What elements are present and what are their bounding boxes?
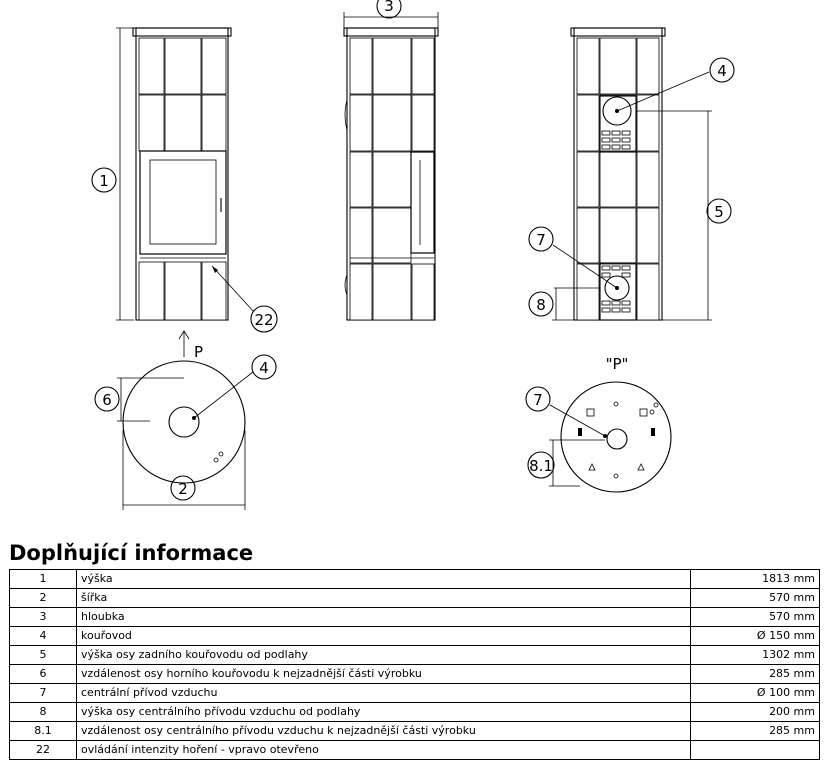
svg-text:4: 4 xyxy=(717,62,727,80)
svg-text:1: 1 xyxy=(99,172,109,190)
callout-side-depth xyxy=(377,0,401,18)
row-description: centrální přívod vzduchu xyxy=(77,684,691,703)
row-value: 200 mm xyxy=(691,703,820,722)
info-heading: Doplňující informace xyxy=(9,541,254,565)
callout-back-flue xyxy=(710,58,734,82)
row-value: 285 mm xyxy=(691,722,820,741)
callout-bottom-title xyxy=(606,355,629,373)
table-row xyxy=(10,627,820,646)
row-value: Ø 100 mm xyxy=(691,684,820,703)
table-row xyxy=(10,684,820,703)
row-number: 4 xyxy=(10,627,77,646)
svg-text:6: 6 xyxy=(102,391,112,409)
front-view xyxy=(116,28,254,357)
row-value: 1813 mm xyxy=(691,570,820,589)
table-row xyxy=(10,589,820,608)
row-number: 8 xyxy=(10,703,77,722)
row-description: hloubka xyxy=(77,608,691,627)
svg-text:7: 7 xyxy=(533,391,543,409)
callout-front-control xyxy=(251,306,277,332)
svg-text:8.1: 8.1 xyxy=(529,457,553,475)
callout-top-distance xyxy=(95,387,119,411)
svg-text:22: 22 xyxy=(254,311,274,329)
row-number: 2 xyxy=(10,589,77,608)
callout-back-flue-height xyxy=(707,199,731,223)
row-number: 22 xyxy=(10,741,77,760)
table-row xyxy=(10,741,820,760)
row-number: 1 xyxy=(10,570,77,589)
row-description: výška osy centrálního přívodu vzduchu od podlahy xyxy=(77,703,691,722)
table-row xyxy=(10,608,820,627)
row-number: 6 xyxy=(10,665,77,684)
svg-text:"P": "P" xyxy=(605,355,629,373)
table-row xyxy=(10,703,820,722)
svg-text:5: 5 xyxy=(714,203,724,221)
callout-front-height xyxy=(92,168,116,192)
row-value: 570 mm xyxy=(691,589,820,608)
svg-text:8: 8 xyxy=(536,296,546,314)
row-description: vzdálenost osy horního kouřovodu k nejzadnější části výrobku xyxy=(77,665,691,684)
row-description: výška xyxy=(77,570,691,589)
row-number: 3 xyxy=(10,608,77,627)
table-row xyxy=(10,665,820,684)
info-table xyxy=(9,569,820,760)
callout-bottom-distance xyxy=(528,452,554,478)
svg-text:4: 4 xyxy=(259,359,269,377)
row-value: 1302 mm xyxy=(691,646,820,665)
callout-back-air-height xyxy=(529,292,553,316)
table-row xyxy=(10,722,820,741)
row-number: 5 xyxy=(10,646,77,665)
row-description: kouřovod xyxy=(77,627,691,646)
row-number: 7 xyxy=(10,684,77,703)
callout-bottom-air xyxy=(526,387,550,411)
row-description: ovládání intenzity hoření - vpravo otevřeno xyxy=(77,741,691,760)
svg-text:3: 3 xyxy=(384,0,394,15)
row-value: Ø 150 mm xyxy=(691,627,820,646)
table-row xyxy=(10,646,820,665)
callout-view-arrow xyxy=(194,343,203,361)
row-value: 570 mm xyxy=(691,608,820,627)
row-description: šířka xyxy=(77,589,691,608)
callout-back-air xyxy=(529,227,553,251)
back-view xyxy=(552,28,712,320)
side-view xyxy=(344,12,438,320)
row-value xyxy=(691,741,820,760)
row-number: 8.1 xyxy=(10,722,77,741)
svg-text:7: 7 xyxy=(536,231,546,249)
row-description: výška osy zadního kouřovodu od podlahy xyxy=(77,646,691,665)
svg-text:P: P xyxy=(194,343,204,361)
bottom-view xyxy=(549,382,671,492)
table-row xyxy=(10,570,820,589)
row-value: 285 mm xyxy=(691,665,820,684)
callout-top-flue xyxy=(252,355,276,379)
svg-text:2: 2 xyxy=(178,480,188,498)
row-description: vzdálenost osy centrálního přívodu vzduchu k nejzadnější části výrobku xyxy=(77,722,691,741)
callout-top-width xyxy=(171,476,195,500)
